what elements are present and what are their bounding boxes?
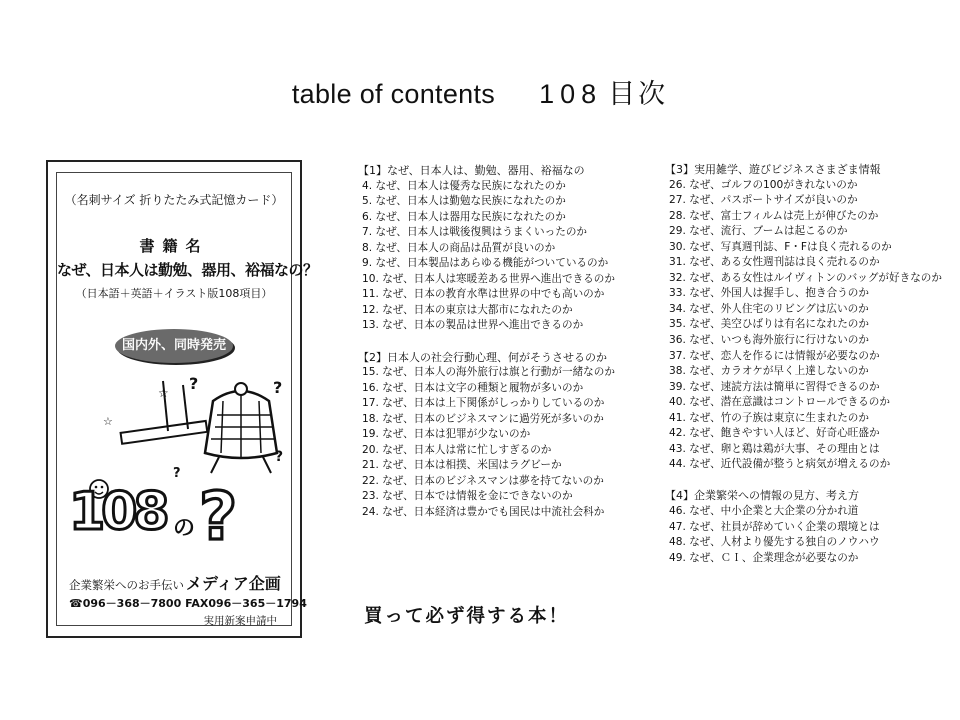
- svg-text:☆: ☆: [158, 386, 169, 400]
- list-item: 12. なぜ、日本の東京は大都市になれたのか: [362, 303, 573, 316]
- card-inner-frame: [56, 172, 318, 627]
- svg-text:☆: ☆: [103, 415, 113, 428]
- section-2-heading: 【2】日本人の社会行動心理、何がそうさせるのか: [358, 350, 607, 364]
- list-item: 13. なぜ、日本の製品は世界へ進出できるのか: [362, 319, 584, 332]
- card-book-subtitle: （日本語＋英語＋イラスト版108項目）: [75, 287, 273, 300]
- contents-column-left: [358, 163, 615, 521]
- contents-column-right: [665, 162, 942, 566]
- list-item: 17. なぜ、日本は上下関係がしっかりしているのか: [362, 397, 605, 410]
- list-item: 20. なぜ、日本人は常に忙しすぎるのか: [362, 443, 552, 456]
- card-book-label: 書籍名: [139, 237, 209, 255]
- list-item: 34. なぜ、外人住宅のリビングは広いのか: [669, 302, 869, 315]
- list-item: 37. なぜ、恋人を作るには情報が必要なのか: [669, 349, 880, 362]
- list-item: 46. なぜ、中小企業と大企業の分かれ道: [669, 504, 859, 517]
- release-badge: 国内外、同時発売: [115, 329, 233, 363]
- list-item: 4. なぜ、日本人は優秀な民族になれたのか: [362, 179, 566, 192]
- list-item: 24. なぜ、日本経済は豊かでも国民は中流社会科か: [362, 505, 605, 518]
- list-item: 27. なぜ、パスポートサイズが良いのか: [669, 194, 858, 207]
- list-item: 22. なぜ、日本のビジネスマンは夢を持てないのか: [362, 474, 604, 487]
- list-item: 7. なぜ、日本人は戦後復興はうまくいったのか: [362, 226, 588, 239]
- list-item: 8. なぜ、日本人の商品は品質が良いのか: [362, 241, 556, 254]
- bell-illustration: [205, 383, 277, 473]
- list-item: 38. なぜ、カラオケが早く上達しないのか: [669, 365, 869, 378]
- list-item: 15. なぜ、日本人の海外旅行は旗と行動が一緒なのか: [362, 366, 615, 379]
- list-item: 19. なぜ、日本は犯罪が少ないのか: [362, 428, 531, 441]
- svg-text:?: ?: [189, 374, 199, 393]
- svg-text:?: ?: [173, 466, 181, 481]
- list-item: 43. なぜ、卵と鶏は鶏が大事、その理由とは: [669, 442, 880, 455]
- slogan: 買って必ず得する本！: [364, 606, 570, 627]
- svg-text:?: ?: [275, 449, 284, 465]
- list-item: 21. なぜ、日本は相撲、米国はラグビーか: [362, 459, 562, 472]
- svg-text:?: ?: [273, 378, 283, 397]
- list-item: 26. なぜ、ゴルフの100がきれないのか: [669, 178, 858, 191]
- list-item: 41. なぜ、竹の子族は東京に生まれたのか: [669, 411, 869, 424]
- heading-title: table of contents: [291, 79, 496, 109]
- heading-number: 108: [539, 79, 603, 109]
- card-footer-company-line: [69, 571, 281, 594]
- card-illustration: [63, 371, 288, 546]
- list-item: 49. なぜ、ＣＩ、企業理念が必要なのか: [669, 551, 859, 564]
- list-item: 33. なぜ、外国人は握手し、抱き合うのか: [669, 287, 869, 300]
- list-item: 42. なぜ、飽きやすい人ほど、好奇心旺盛か: [669, 427, 880, 440]
- section-1-heading: 【1】なぜ、日本人は、勤勉、器用、裕福なの: [358, 164, 585, 177]
- list-item: 29. なぜ、流行、ブームは起こるのか: [669, 225, 848, 238]
- list-item: 39. なぜ、速読方法は簡単に習得できるのか: [669, 380, 880, 393]
- logo-108: [69, 478, 237, 546]
- heading-label: 目次: [608, 79, 669, 109]
- memory-card: [46, 160, 318, 638]
- list-item: 23. なぜ、日本では情報を金にできないのか: [362, 490, 573, 503]
- list-item: 18. なぜ、日本のビジネスマンに過労死が多いのか: [362, 412, 604, 425]
- section-4-heading: 【4】企業繁栄への情報の見方、考え方: [665, 489, 859, 503]
- list-item: 9. なぜ、日本製品はあらゆる機能がついているのか: [362, 257, 609, 270]
- company-tagline: 企業繁栄へのお手伝い: [69, 578, 184, 592]
- list-item: 36. なぜ、いつも海外旅行に行けないのか: [669, 334, 869, 347]
- logo-question: ?: [199, 478, 238, 546]
- list-item: 44. なぜ、近代設備が整うと病気が増えるのか: [669, 458, 891, 471]
- list-item: 11. なぜ、日本の教育水準は世界の中でも高いのか: [362, 288, 605, 301]
- card-book-title: なぜ、日本人は勤勉、器用、裕福なの？: [57, 261, 318, 279]
- list-item: 10. なぜ、日本人は寒暖差ある世界へ進出できるのか: [362, 272, 615, 285]
- patent-note: 実用新案申請中: [203, 615, 277, 627]
- list-item: 47. なぜ、社員が辞めていく企業の環境とは: [669, 520, 880, 533]
- logo-no: の: [173, 516, 196, 541]
- list-item: 5. なぜ、日本人は勤勉な民族になれたのか: [362, 195, 566, 208]
- list-item: 30. なぜ、写真週刊誌、F・Fは良く売れるのか: [669, 240, 892, 253]
- section-3-heading: 【3】実用雑学、遊びビジネスさまざま情報: [665, 163, 881, 176]
- list-item: 6. なぜ、日本人は器用な民族になれたのか: [362, 210, 566, 223]
- page-heading: [0, 72, 960, 111]
- card-top-note: （名刺サイズ 折りたたみ式記憶カード）: [64, 193, 284, 207]
- list-item: 16. なぜ、日本は文字の種類と履物が多いのか: [362, 381, 584, 394]
- list-item: 48. なぜ、人材より優先する独自のノウハウ: [669, 536, 880, 549]
- company-name: メディア企画: [186, 574, 281, 593]
- logo-number: 108: [69, 482, 166, 542]
- contact-numbers: ☎096－368－7800 FAX096－365－1794: [69, 597, 307, 610]
- list-item: 28. なぜ、富士フィルムは売上が伸びたのか: [669, 209, 879, 222]
- list-item: 40. なぜ、潜在意識はコントロールできるのか: [669, 396, 890, 409]
- list-item: 31. なぜ、ある女性週刊誌は良く売れるのか: [669, 256, 880, 269]
- list-item: 35. なぜ、美空ひばりは有名になれたのか: [669, 318, 869, 331]
- list-item: 32. なぜ、ある女性はルイヴィトンのバッグが好きなのか: [669, 271, 942, 284]
